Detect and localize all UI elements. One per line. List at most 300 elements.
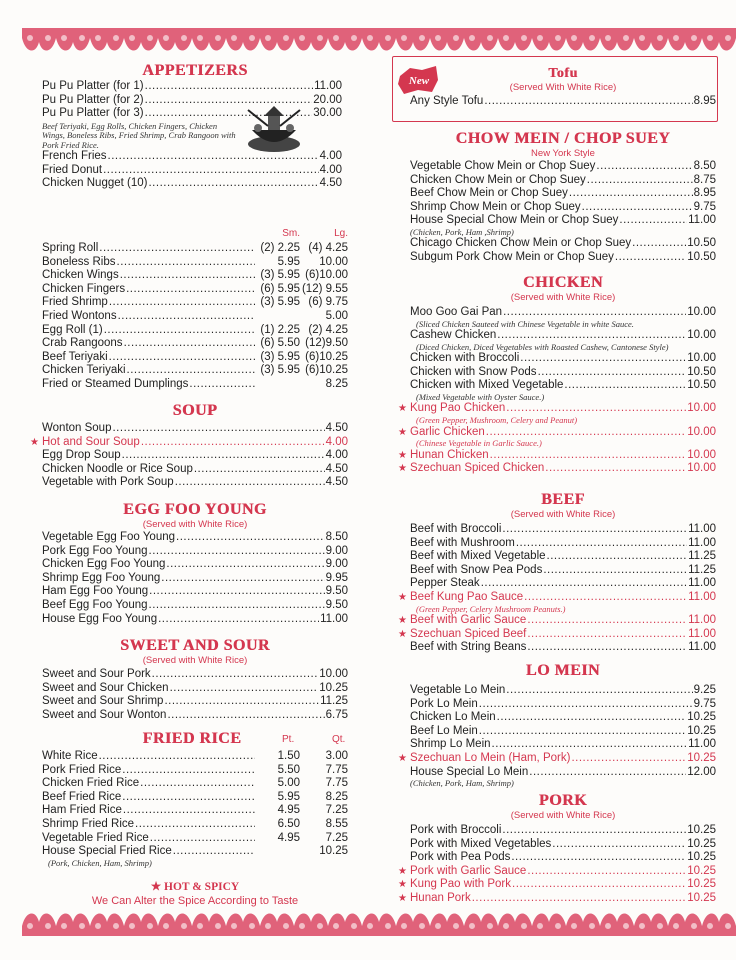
dot-leader <box>632 237 686 250</box>
size-header-sm: Sm. <box>282 228 300 239</box>
item-price: 8.75 <box>693 173 716 186</box>
menu-item <box>42 804 348 818</box>
item-note: (Green Pepper, Mushroom, Celery and Peanut) <box>416 415 578 426</box>
item-name: Hunan Pork <box>410 891 471 904</box>
hot-star-icon: ★ <box>398 591 407 603</box>
item-price: 11.00 <box>688 641 716 654</box>
dot-leader <box>117 256 255 269</box>
dot-leader <box>481 577 687 590</box>
item-price: 9.25 <box>693 684 716 696</box>
item-name: Pork with Mixed Vegetables <box>410 837 552 850</box>
price-large: 5.00 <box>325 309 348 322</box>
item-price: 10.50 <box>687 251 716 264</box>
item-price: 11.00 <box>688 577 716 590</box>
appetizers-title: APPETIZERS <box>142 62 248 79</box>
item-name: Beef Teriyaki <box>42 350 108 363</box>
item-price: 4.00 <box>319 150 342 163</box>
menu-item <box>410 174 716 188</box>
spice-note: We Can Alter the Spice According to Taste <box>91 895 299 907</box>
hot-star-icon: ★ <box>398 865 407 877</box>
menu-item <box>42 80 342 94</box>
menu-item <box>410 711 716 725</box>
item-price: 11.25 <box>688 563 716 576</box>
menu-item <box>410 187 716 201</box>
menu-item <box>42 558 348 572</box>
item-price: 11.00 <box>688 614 716 627</box>
menu-item <box>398 751 716 766</box>
menu-item <box>42 242 348 256</box>
item-note: (Mixed Vegetable with Oyster Sauce.) <box>416 391 545 402</box>
item-name: Chicken Egg Foo Young <box>42 558 166 571</box>
item-name: Vegetable Chow Mein or Chop Suey <box>410 160 596 172</box>
menu-item <box>410 366 716 380</box>
item-name: Garlic Chicken <box>410 425 485 438</box>
item-name: Pu Pu Platter (for 2) <box>42 93 144 106</box>
item-name: Any Style Tofu <box>410 95 484 107</box>
item-name: Chicken Fingers <box>42 282 126 295</box>
beef-title: BEEF <box>541 491 585 508</box>
item-name: Fried Shrimp <box>42 296 108 309</box>
hot-star-icon: ★ <box>398 628 407 640</box>
item-name: Egg Roll (1) <box>42 323 103 336</box>
footer <box>42 879 348 907</box>
item-name: Shrimp Lo Mein <box>410 738 491 751</box>
dot-leader <box>150 832 255 845</box>
price-large: 7.25 <box>325 831 348 844</box>
item-price: 4.50 <box>325 422 348 434</box>
menu-item <box>410 684 716 698</box>
item-name: Chicken Teriyaki <box>42 364 126 377</box>
sized-appetizers <box>42 228 348 392</box>
menu-item <box>42 364 348 378</box>
dot-leader <box>564 379 686 392</box>
item-name: Pepper Steak <box>410 577 480 590</box>
dot-leader <box>152 668 319 681</box>
hot-star-icon: ★ <box>398 403 407 415</box>
dot-leader <box>569 187 693 200</box>
bottom-border <box>22 906 736 936</box>
price-small: (6) 5.50 <box>260 337 300 350</box>
item-note: (Green Pepper, Celery Mushroom Peanuts.) <box>416 603 566 614</box>
item-price: 10.25 <box>687 891 716 904</box>
menu-item <box>42 269 348 283</box>
item-price: 10.50 <box>687 237 716 250</box>
price-large: (6) 9.75 <box>308 296 348 309</box>
hot-star-icon: ★ <box>30 436 39 448</box>
item-price: 10.50 <box>687 365 716 378</box>
item-name: Beef with Mushroom <box>410 536 515 549</box>
item-price: 11.00 <box>688 214 716 227</box>
menu-item <box>410 550 716 564</box>
price-large: 3.00 <box>325 750 348 762</box>
item-price: 8.50 <box>325 531 348 543</box>
item-name: House Special Chow Mein or Chop Suey <box>410 214 619 227</box>
price-large: 8.25 <box>325 790 348 803</box>
fried-rice-house-note: (Pork, Chicken, Ham, Shrimp) <box>48 857 152 868</box>
item-name: Subgum Pork Chow Mein or Chop Suey <box>410 251 614 264</box>
item-name: Beef Fried Rice <box>42 790 122 803</box>
item-name: Wonton Soup <box>42 422 112 434</box>
price-large: (6)10.25 <box>305 364 348 377</box>
dot-leader <box>479 725 686 738</box>
item-price: 11.00 <box>688 738 716 751</box>
dot-leader <box>135 818 255 831</box>
item-note: (Diced Chicken, Diced Vegetables with Roasted Cashew, Cantonese Style) <box>416 341 669 352</box>
item-name: Pork with Pea Pods <box>410 851 511 864</box>
menu-item <box>398 614 716 628</box>
menu-item <box>42 164 342 178</box>
egg-foo-young-title: EGG FOO YOUNG <box>123 501 267 518</box>
lo-mein-house-note: (Chicken, Pork, Ham, Shrimp) <box>410 778 514 789</box>
item-price: 9.00 <box>325 558 348 571</box>
menu-item <box>42 668 348 682</box>
price-small: (3) 5.95 <box>260 364 300 377</box>
menu-item <box>410 698 716 712</box>
item-name: Fried Wontons <box>42 309 117 322</box>
pork-section <box>398 792 716 906</box>
menu-item <box>42 599 348 613</box>
hot-star-icon: ★ <box>398 463 407 475</box>
item-name: Chicken Nugget (10) <box>42 177 148 190</box>
item-price: 4.50 <box>319 177 342 190</box>
item-name: Chicago Chicken Chow Mein or Chop Suey <box>410 237 632 250</box>
dot-leader <box>99 750 255 763</box>
menu-item <box>398 878 716 892</box>
menu-item <box>410 352 716 366</box>
menu-item <box>398 402 716 416</box>
dot-leader <box>189 378 255 391</box>
menu-item <box>42 256 348 270</box>
item-name: Fried Donut <box>42 163 103 176</box>
item-name: Beef with Mixed Vegetable <box>410 550 546 563</box>
dot-leader <box>552 838 686 851</box>
item-price: 9.75 <box>693 200 716 213</box>
item-name: Spring Roll <box>42 242 99 254</box>
soup-section <box>30 402 348 490</box>
lo-mein-title: LO MEIN <box>525 662 601 679</box>
dot-leader <box>118 310 255 323</box>
beef-subtitle: (Served with White Rice) <box>510 509 616 520</box>
item-note: (Sliced Chicken Sauteed with Chinese Vegetable in white Sauce. <box>416 318 634 329</box>
menu-item <box>410 641 716 655</box>
item-name: Sweet and Sour Shrimp <box>42 695 164 708</box>
menu-item <box>410 214 716 228</box>
item-note: (Chinese Vegetable in Garlic Sauce.) <box>416 438 542 449</box>
egg-foo-young-section <box>42 501 348 626</box>
menu-item <box>410 95 716 109</box>
menu-item <box>42 818 348 832</box>
item-name: Beef with Broccoli <box>410 523 502 535</box>
item-price: 9.50 <box>325 598 348 611</box>
item-name: House Egg Foo Young <box>42 612 158 625</box>
fried-rice-title: FRIED RICE <box>142 730 242 747</box>
item-price: 10.25 <box>687 711 716 724</box>
item-price: 11.25 <box>688 550 716 563</box>
menu-item <box>398 590 716 605</box>
item-name: Vegetable Egg Foo Young <box>42 531 176 543</box>
dot-leader <box>506 402 686 415</box>
menu-item <box>410 306 716 320</box>
top-border <box>22 28 736 58</box>
menu-item <box>398 462 716 476</box>
item-price: 10.00 <box>687 306 716 318</box>
dot-leader <box>543 564 687 577</box>
item-price: 10.00 <box>687 329 716 342</box>
dot-leader <box>103 164 319 177</box>
item-price: 9.50 <box>325 585 348 598</box>
item-price: 9.95 <box>325 571 348 584</box>
menu-item <box>410 201 716 215</box>
item-name: Sweet and Sour Wonton <box>42 708 167 721</box>
item-name: Shrimp Egg Foo Young <box>42 571 161 584</box>
menu-item <box>398 425 716 440</box>
dot-leader <box>527 641 687 654</box>
item-name: Beef Lo Mein <box>410 724 478 737</box>
sweet-sour-title: SWEET AND SOUR <box>120 637 270 654</box>
item-name: Moo Goo Gai Pan <box>410 306 503 318</box>
menu-item <box>398 891 716 906</box>
dot-leader <box>126 283 255 296</box>
item-name: Kung Pao with Pork <box>410 878 512 891</box>
dot-leader <box>170 682 319 695</box>
menu-item <box>42 422 348 436</box>
dot-leader <box>122 791 255 804</box>
item-name: Chicken with Broccoli <box>410 352 520 365</box>
chow-mein-section <box>410 130 716 265</box>
size-header-lg: Lg. <box>334 228 348 239</box>
menu-item <box>42 585 348 599</box>
dot-leader <box>149 585 324 598</box>
item-price: 10.25 <box>687 751 716 764</box>
price-small: 6.50 <box>277 817 300 830</box>
menu-item <box>42 682 348 696</box>
menu-item <box>42 845 348 859</box>
menu-item <box>410 379 716 393</box>
dot-leader <box>109 296 255 309</box>
item-price: 10.50 <box>687 379 716 392</box>
item-name: Hot and Sour Soup <box>42 435 140 448</box>
menu-item <box>410 851 716 865</box>
dot-leader <box>538 366 687 379</box>
item-price: 10.25 <box>687 824 716 836</box>
dot-leader <box>512 878 686 891</box>
item-name: Chicken Noodle or Rice Soup <box>42 462 193 475</box>
item-name: Pork with Broccoli <box>410 824 502 836</box>
item-name: Pu Pu Platter (for 3) <box>42 107 144 120</box>
item-price: 4.50 <box>325 476 348 489</box>
dot-leader <box>619 214 687 227</box>
dot-leader <box>615 251 686 264</box>
item-price: 12.00 <box>687 765 716 778</box>
price-small: (1) 2.25 <box>260 323 300 336</box>
dot-leader <box>120 269 255 282</box>
item-price: 10.00 <box>319 668 348 680</box>
menu-item <box>42 764 348 778</box>
dot-leader <box>582 201 693 214</box>
item-price: 11.00 <box>688 590 716 603</box>
dot-leader <box>173 845 255 858</box>
menu-item <box>42 337 348 351</box>
price-large: 7.75 <box>325 777 348 790</box>
item-price: 10.25 <box>319 681 348 694</box>
menu-item <box>42 777 348 791</box>
dot-leader <box>497 329 686 342</box>
dot-leader <box>492 738 688 751</box>
menu-item <box>42 750 348 764</box>
item-name: Hunan Chicken <box>410 448 489 461</box>
item-name: Beef Chow Mein or Chop Suey <box>410 187 568 200</box>
menu-item <box>410 237 716 251</box>
dot-leader <box>149 545 325 558</box>
fried-rice-section <box>42 730 348 868</box>
pt-label: Pt. <box>282 734 295 745</box>
dot-leader <box>502 824 686 837</box>
pork-subtitle: (Served with White Rice) <box>510 810 616 821</box>
menu-item <box>42 695 348 709</box>
item-price: 11.00 <box>314 80 342 92</box>
menu-item <box>410 824 716 838</box>
dot-leader <box>122 449 325 462</box>
item-price: 9.00 <box>325 544 348 557</box>
price-large: 8.25 <box>325 377 348 390</box>
dot-leader <box>112 422 324 435</box>
menu-item <box>42 613 348 627</box>
price-large: 10.00 <box>319 255 348 268</box>
item-name: Vegetable Lo Mein <box>410 684 506 696</box>
item-price: 10.00 <box>687 402 716 415</box>
item-price: 10.00 <box>687 448 716 461</box>
item-price: 4.00 <box>319 163 342 176</box>
dot-leader <box>109 351 255 364</box>
dot-leader <box>479 698 693 711</box>
menu-item <box>42 531 348 545</box>
item-name: Beef Egg Foo Young <box>42 598 148 611</box>
price-large: (4) 4.25 <box>308 242 348 254</box>
menu-item <box>42 449 348 463</box>
menu-item <box>42 378 348 392</box>
price-large: 8.55 <box>325 817 348 830</box>
price-small: (3) 5.95 <box>260 350 300 363</box>
dot-leader <box>502 523 687 536</box>
item-name: Shrimp Chow Mein or Chop Suey <box>410 200 581 213</box>
dot-leader <box>164 695 319 708</box>
item-name: Ham Egg Foo Young <box>42 585 149 598</box>
dot-leader <box>497 711 687 724</box>
dot-leader <box>140 777 255 790</box>
chicken-title: CHICKEN <box>523 274 603 291</box>
item-price: 8.95 <box>693 95 716 107</box>
price-large: (12) 9.55 <box>301 282 348 295</box>
item-name: Crab Rangoons <box>42 337 123 350</box>
hot-star-icon: ★ <box>398 752 407 764</box>
item-name: Kung Pao Chicken <box>410 402 506 415</box>
chow-mein-subtitle: New York Style <box>531 148 595 159</box>
price-large: (6)10.25 <box>305 350 348 363</box>
platter-note: Beef Teriyaki, Egg Rolls, Chicken Fingers, Chicken Wings, Boneless Ribs, Fried Shrimp, Crab Rangoon with Pork Fried Rice. <box>42 120 236 150</box>
menu-item <box>398 864 716 879</box>
item-price: 30.00 <box>313 107 342 120</box>
egg-foo-young-subtitle: (Served with White Rice) <box>142 519 248 530</box>
dot-leader <box>123 804 255 817</box>
price-small: 1.50 <box>277 750 300 762</box>
price-large: (6)10.00 <box>305 269 348 282</box>
qt-label: Qt. <box>332 734 346 745</box>
dot-leader <box>124 337 255 350</box>
menu-item <box>410 329 716 343</box>
dot-leader <box>503 306 686 319</box>
dot-leader <box>490 449 687 462</box>
item-name: French Fries <box>42 150 107 163</box>
dot-leader <box>161 572 324 585</box>
menu-item <box>42 709 348 723</box>
item-price: 10.25 <box>687 851 716 864</box>
item-name: Chicken Wings <box>42 269 119 282</box>
menu-item <box>42 283 348 297</box>
item-name: Pu Pu Platter (for 1) <box>42 80 144 92</box>
dot-leader <box>484 95 692 108</box>
hot-star-icon: ★ <box>398 449 407 461</box>
item-name: Chicken with Snow Pods <box>410 365 537 378</box>
beef-section <box>398 491 716 655</box>
chow-mein-house-note: (Chicken, Pork, Ham ,Shrimp) <box>410 226 514 237</box>
item-name: Fried or Steamed Dumplings <box>42 377 189 390</box>
menu-item <box>410 766 716 780</box>
item-name: Pork with Garlic Sauce <box>410 864 527 877</box>
menu-item <box>42 324 348 338</box>
price-large: 7.25 <box>325 804 348 817</box>
dot-leader <box>127 364 255 377</box>
sweet-sour-subtitle: (Served with White Rice) <box>142 655 248 666</box>
item-price: 11.00 <box>320 612 348 625</box>
dot-leader <box>141 436 325 449</box>
hot-star-icon: ★ <box>398 615 407 627</box>
menu-item <box>410 577 716 591</box>
item-name: Beef with String Beans <box>410 641 527 654</box>
price-small: 5.50 <box>277 763 300 776</box>
price-large: 10.25 <box>319 845 348 858</box>
item-name: Egg Drop Soup <box>42 449 121 462</box>
menu-item <box>42 463 348 477</box>
item-price: 4.00 <box>325 435 348 448</box>
item-name: Szechuan Spiced Chicken <box>410 462 545 475</box>
item-name: Beef with Snow Pea Pods <box>410 563 543 576</box>
item-name: Chicken Chow Mein or Chop Suey <box>410 173 586 186</box>
menu-item <box>42 351 348 365</box>
item-name: Boneless Ribs <box>42 255 116 268</box>
menu-item <box>42 832 348 846</box>
dot-leader <box>596 160 692 173</box>
dot-leader <box>547 550 688 563</box>
dot-leader <box>527 628 687 641</box>
hot-star-icon: ★ <box>398 426 407 438</box>
menu-item <box>42 572 348 586</box>
item-price: 4.00 <box>325 449 348 462</box>
item-name: House Special Fried Rice <box>42 845 172 858</box>
sweet-sour-section <box>42 637 348 722</box>
item-price: 8.95 <box>693 187 716 200</box>
chicken-section <box>398 274 716 476</box>
menu-item <box>42 177 342 191</box>
menu-item <box>410 251 716 265</box>
item-name: Szechuan Lo Mein (Ham, Pork) <box>410 751 571 764</box>
item-name: Pork Egg Foo Young <box>42 544 148 557</box>
pork-title: PORK <box>538 792 588 809</box>
dot-leader <box>166 558 324 571</box>
item-price: 10.25 <box>687 878 716 891</box>
dot-leader <box>472 892 686 905</box>
dot-leader <box>122 764 255 777</box>
dot-leader <box>545 462 686 475</box>
